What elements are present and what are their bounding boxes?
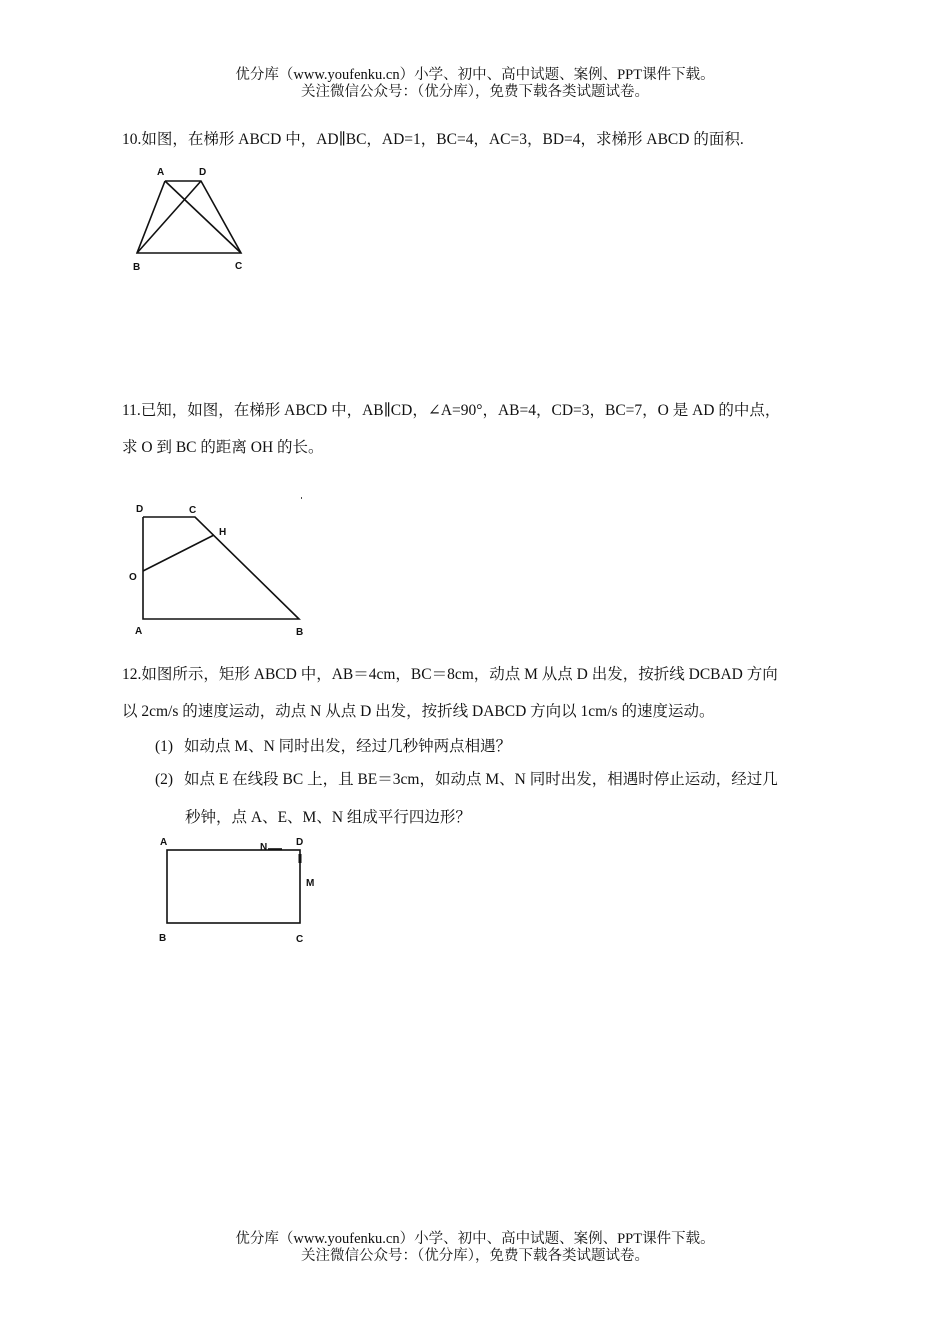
q11-trapezoid-figure: [125, 495, 310, 640]
q12-line-1: 12.如图所示，矩形 ABCD 中，AB＝4cm，BC＝8cm，动点 M 从点 D 出发，按折线 DCBAD 方向: [122, 666, 778, 683]
q10-label-d: D: [199, 167, 207, 178]
q12-rectangle-abcd: [167, 850, 300, 923]
footer-line-1: 优分库（www.youfenku.cn）小学、初中、高中试题、案例、PPT课件下载。: [235, 1231, 715, 1247]
q10-label-b: B: [133, 262, 141, 273]
header-line-2: 关注微信公众号：（优分库），免费下载各类试题试卷。: [301, 84, 649, 100]
q11-label-b: B: [296, 627, 304, 638]
q12-sub-2: [155, 767, 778, 789]
q11-label-c: C: [189, 505, 197, 516]
page-footer: [0, 1231, 950, 1265]
q11-line-2: 求 O 到 BC 的距离 OH 的长。: [122, 439, 324, 456]
q12-rectangle-figure: [150, 830, 325, 950]
q10-diagonal-bd: [137, 181, 201, 253]
q11-line-1: 11.已知，如图，在梯形 ABCD 中，AB∥CD，∠A=90°，AB=4，CD=3，BC=7，O 是 AD 的中点，: [122, 402, 781, 419]
q12-sub-2-line-1: 如点 E 在线段 BC 上，且 BE＝3cm，如动点 M、N 同时出发，相遇时停止运动，经过几: [183, 771, 778, 788]
q12-label-c: C: [296, 934, 304, 945]
q12-label-a: A: [160, 837, 168, 848]
q12-sub-1-text: 如动点 M、N 同时出发，经过几秒钟两点相遇？: [183, 738, 512, 755]
page-header: [0, 67, 950, 101]
q10-diagonal-ac: [165, 181, 241, 253]
q11-label-h: H: [219, 527, 227, 538]
q10-label-a: A: [157, 167, 165, 178]
q12-sub-1: [155, 734, 511, 756]
q10-text: 10.如图，在梯形 ABCD 中，AD∥BC，AD=1，BC=4，AC=3，BD=4，求梯形 ABCD 的面积.: [122, 131, 744, 148]
q12-sub-2-number: (2): [155, 771, 174, 788]
q12-label-n: N: [260, 842, 268, 853]
q12-label-d: D: [296, 837, 304, 848]
header-line-1: 优分库（www.youfenku.cn）小学、初中、高中试题、案例、PPT课件下载。: [235, 67, 715, 83]
q11-segment-oh: [143, 535, 214, 571]
q12-sub-2-line-2: 秒钟，点 A、E、M、N 组成平行四边形？: [185, 809, 471, 826]
q10-label-c: C: [235, 261, 243, 272]
q11-label-o: O: [129, 572, 137, 583]
q10-trapezoid-figure: [125, 160, 255, 278]
q12-line-2: 以 2cm/s 的速度运动，动点 N 从点 D 出发，按折线 DABCD 方向以 1cm/s 的速度运动。: [122, 703, 715, 720]
q12-label-b: B: [159, 933, 167, 944]
q12-label-m: M: [306, 878, 315, 889]
q11-label-d: D: [136, 504, 144, 515]
footer-line-2: 关注微信公众号：（优分库），免费下载各类试题试卷。: [301, 1248, 649, 1264]
q12-sub-1-number: (1): [155, 738, 174, 755]
q10-trapezoid-outline: [137, 181, 241, 253]
q11-label-a: A: [135, 626, 143, 637]
